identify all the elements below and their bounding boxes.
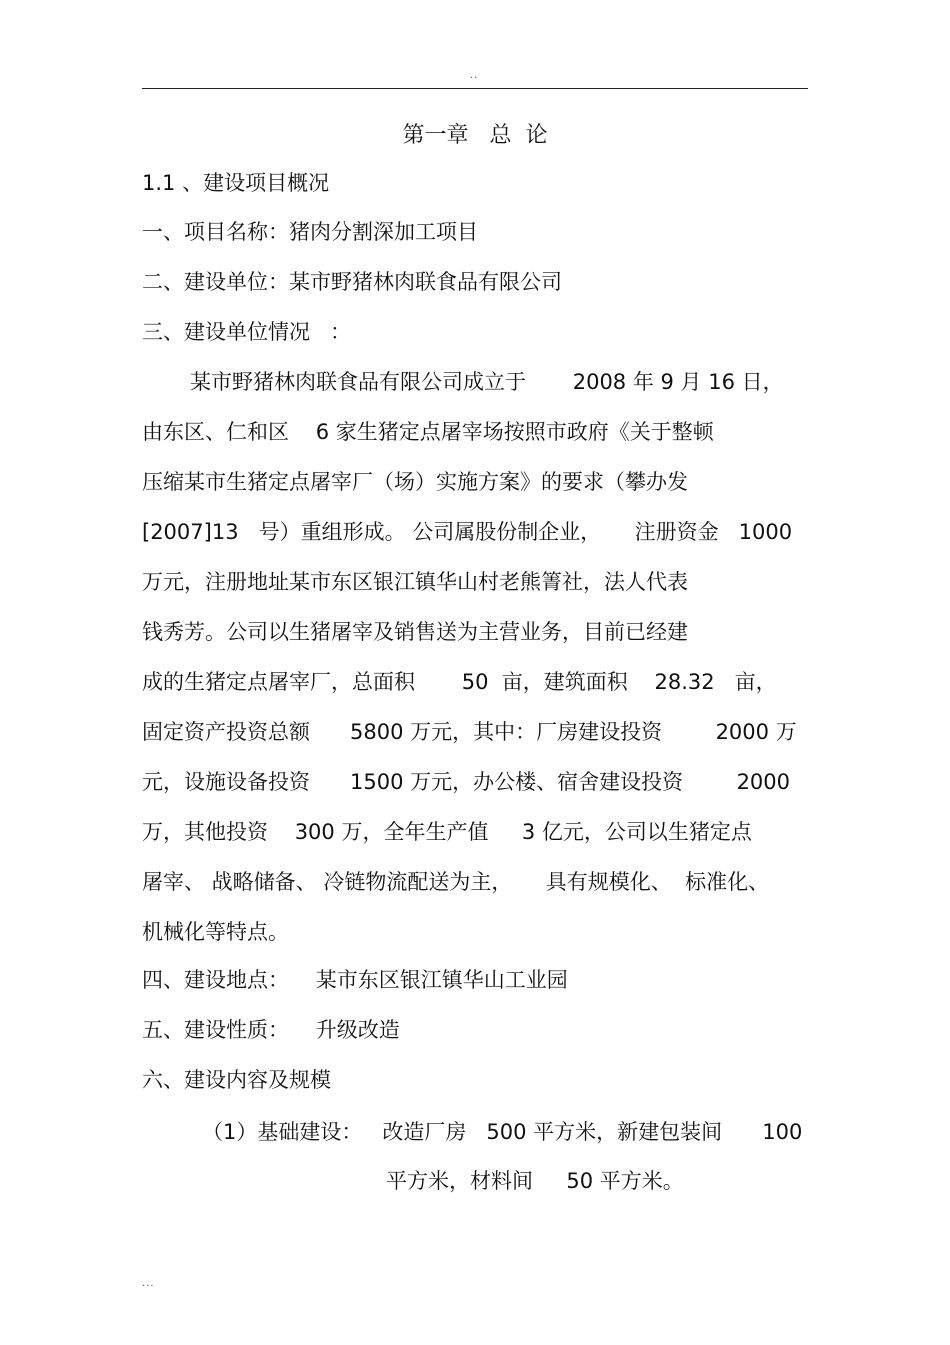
paragraph-line: [2007]13 号）重组形成。 公司属股份制企业， 注册资金 1000 xyxy=(142,520,793,544)
paragraph-line: 万元，注册地址某市东区银江镇华山村老熊箐社，法人代表 xyxy=(142,570,688,594)
list-item-continuation: 平方米，材料间 50 平方米。 xyxy=(386,1169,684,1193)
header-rule xyxy=(142,88,808,89)
chapter-title: 第一章 总 论 xyxy=(402,123,548,148)
section-heading: 1.1 、建设项目概况 xyxy=(142,171,330,195)
paragraph-line: 压缩某市生猪定点屠宰厂（场）实施方案》的要求（攀办发 xyxy=(142,470,688,494)
paragraph-line: 某市野猪林肉联食品有限公司成立于 2008 年 9 月 16 日， xyxy=(190,370,784,394)
paragraph-line: 元，设施设备投资 1500 万元，办公楼、宿舍建设投资 2000 xyxy=(142,770,791,794)
build-location: 四、建设地点： 某市东区银江镇华山工业园 xyxy=(142,968,568,992)
paragraph-line: 由东区、仁和区 6 家生猪定点屠宰场按照市政府《关于整顿 xyxy=(142,420,714,444)
paragraph-line: 屠宰、 战略储备、 冷链物流配送为主， 具有规模化、 标准化、 xyxy=(142,870,770,894)
paragraph-line: 固定资产投资总额 5800 万元，其中：厂房建设投资 2000 万 xyxy=(142,720,797,744)
list-item: （1）基础建设： 改造厂房 500 平方米，新建包装间 100 xyxy=(202,1120,803,1144)
build-nature: 五、建设性质： 升级改造 xyxy=(142,1018,400,1042)
paragraph-line: 机械化等特点。 xyxy=(142,920,289,944)
project-name: 一、项目名称：猪肉分割深加工项目 xyxy=(142,220,478,244)
build-content-heading: 六、建设内容及规模 xyxy=(142,1068,331,1092)
builder: 二、建设单位：某市野猪林肉联食品有限公司 xyxy=(142,270,562,294)
paragraph-line: 万，其他投资 300 万，全年生产值 3 亿元，公司以生猪定点 xyxy=(142,820,752,844)
paragraph-line: 钱秀芳。公司以生猪屠宰及销售送为主营业务，目前已经建 xyxy=(142,620,688,644)
footer-mark: ... xyxy=(142,1278,155,1289)
paragraph-line: 成的生猪定点屠宰厂，总面积 50 亩，建筑面积 28.32 亩， xyxy=(142,670,777,694)
header-mark: .. xyxy=(470,70,479,81)
builder-status: 三、建设单位情况 ： xyxy=(142,320,352,344)
